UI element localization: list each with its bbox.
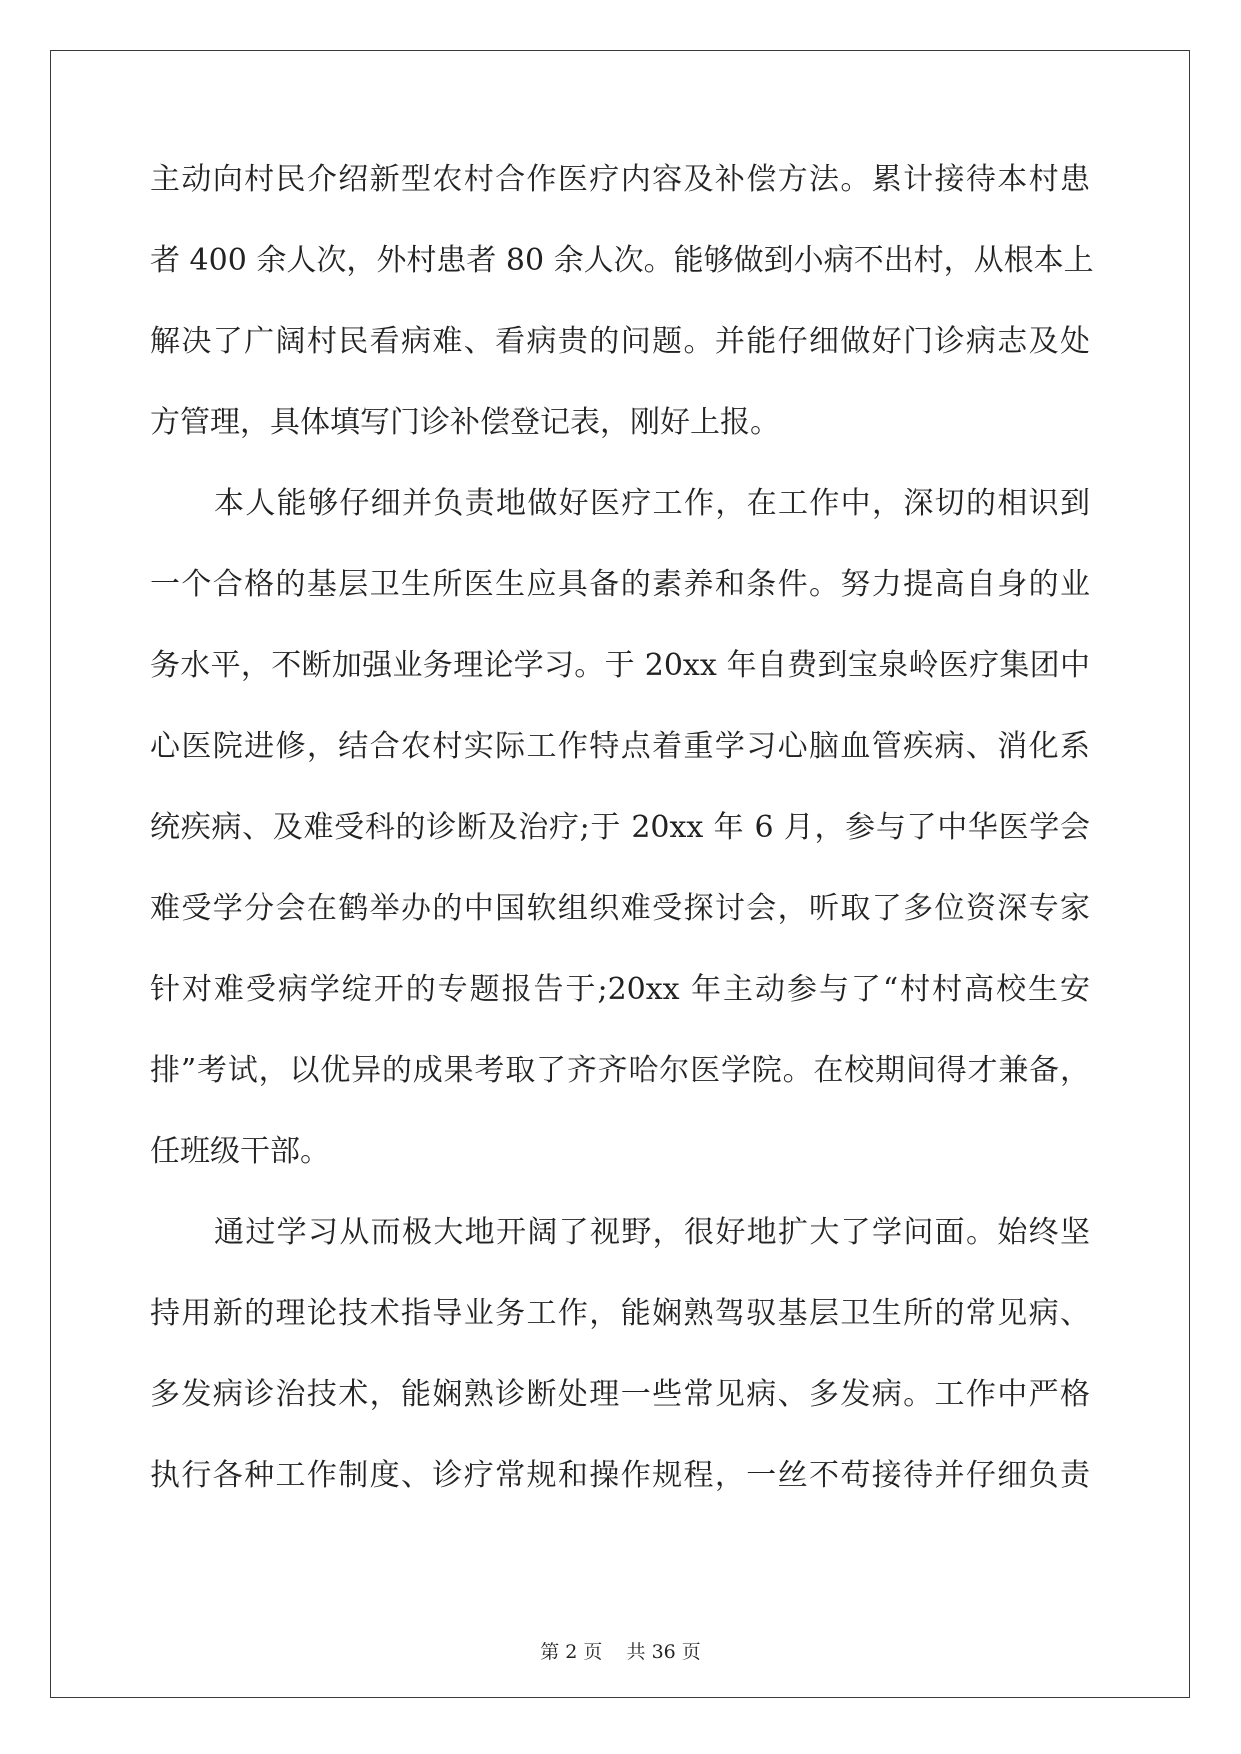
text-line: 排”考试，以优异的成果考取了齐齐哈尔医学院。在校期间得才兼备， xyxy=(150,1053,1090,1088)
text-line: 方管理，具体填写门诊补偿登记表，刚好上报。 xyxy=(150,405,780,440)
text-line: 者 400 余人次，外村患者 80 余人次。能够做到小病不出村，从根本上 xyxy=(150,243,1094,278)
page-total: 共 36 页 xyxy=(626,1641,701,1663)
document-body xyxy=(150,155,1094,1532)
page-footer xyxy=(0,1637,1241,1664)
text-line: 持用新的理论技术指导业务工作，能娴熟驾驭基层卫生所的常见病、 xyxy=(150,1296,1090,1331)
footer-gap xyxy=(602,1641,626,1663)
paragraph-start-line: 本人能够仔细并负责地做好医疗工作，在工作中，深切的相识到 xyxy=(214,486,1090,521)
text-line: 主动向村民介绍新型农村合作医疗内容及补偿方法。累计接待本村患 xyxy=(150,162,1090,197)
text-line: 针对难受病学绽开的专题报告于;20xx 年主动参与了“村村高校生安 xyxy=(150,972,1090,1007)
text-line: 多发病诊治技术，能娴熟诊断处理一些常见病、多发病。工作中严格 xyxy=(150,1377,1090,1412)
text-line: 难受学分会在鹤举办的中国软组织难受探讨会，听取了多位资深专家 xyxy=(150,891,1090,926)
text-line: 执行各种工作制度、诊疗常规和操作规程，一丝不苟接待并仔细负责 xyxy=(150,1458,1090,1493)
text-line: 务水平，不断加强业务理论学习。于 20xx 年自费到宝泉岭医疗集团中 xyxy=(150,648,1090,683)
page-number: 第 2 页 xyxy=(540,1641,603,1663)
text-line: 解决了广阔村民看病难、看病贵的问题。并能仔细做好门诊病志及处 xyxy=(150,324,1090,359)
paragraph-start-line: 通过学习从而极大地开阔了视野，很好地扩大了学问面。始终坚 xyxy=(214,1215,1090,1250)
text-line: 统疾病、及难受科的诊断及治疗;于 20xx 年 6 月，参与了中华医学会 xyxy=(150,810,1090,845)
text-line: 任班级干部。 xyxy=(150,1134,330,1169)
text-line: 一个合格的基层卫生所医生应具备的素养和条件。努力提高自身的业 xyxy=(150,567,1090,602)
text-line: 心医院进修，结合农村实际工作特点着重学习心脑血管疾病、消化系 xyxy=(150,729,1090,764)
